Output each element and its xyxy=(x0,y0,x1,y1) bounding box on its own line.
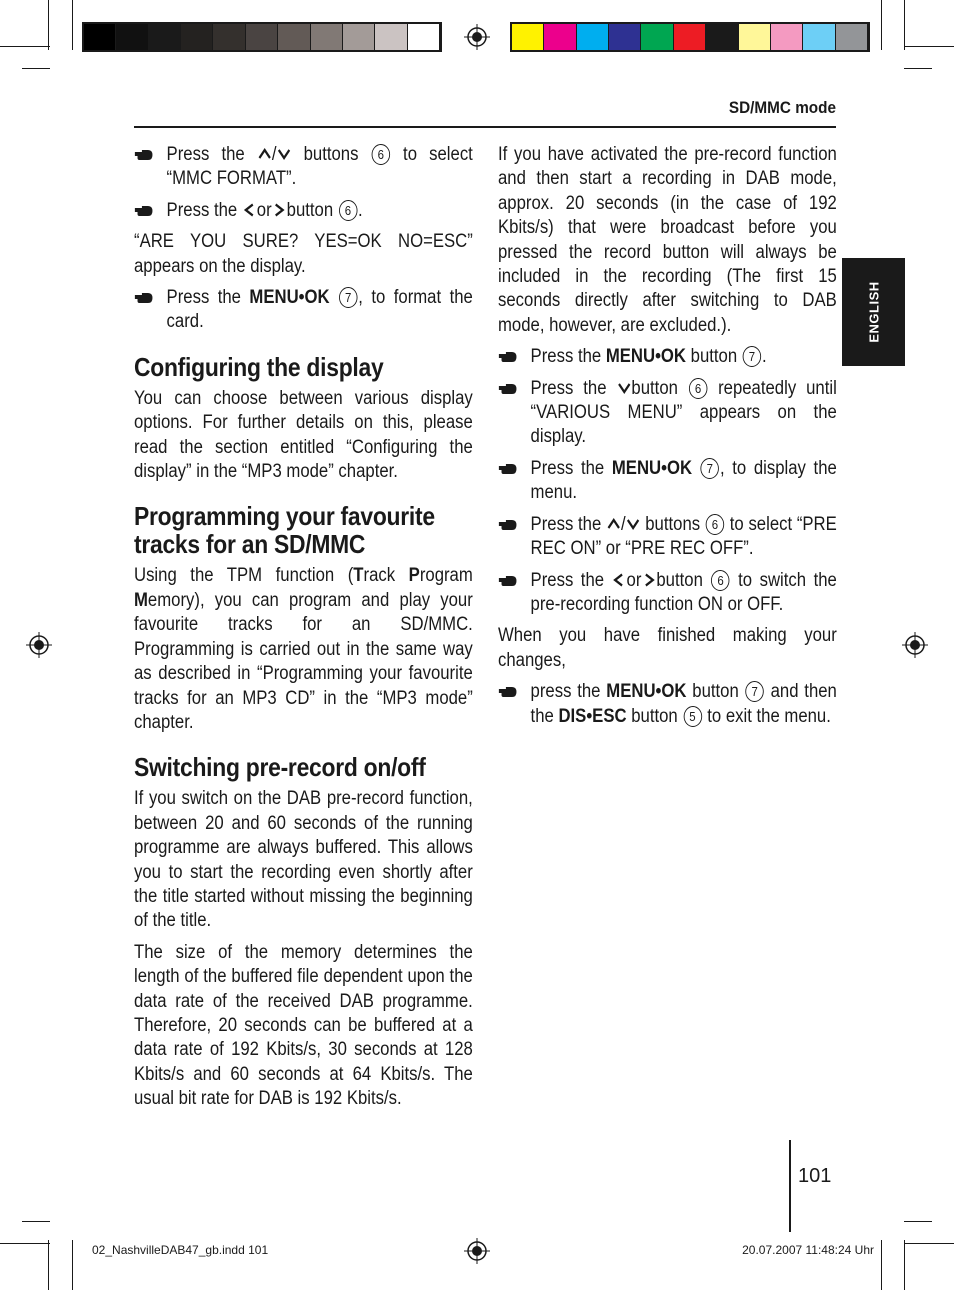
paragraph: Using the TPM function (Track Program Memory), you can program and play your favourite tracks for an SD/MMC. Programming is carried out in the same way as described in “Programming your favourite tracks for an MP3 CD” in the “MP3 mode” chapter. xyxy=(134,565,473,733)
color-swatch xyxy=(84,24,116,50)
language-tab xyxy=(842,258,905,366)
crop-mark xyxy=(72,0,73,50)
right-column xyxy=(498,143,837,736)
paragraph: If you have activated the pre-record function and then start a recording in DAB mode, approx. 20 seconds (in the case of 192 Kbits/s) that were broadcast before you pressed the record button will always be included in the recording (The first 15 seconds directly after switching to DAB mode, however, are excluded.). xyxy=(498,144,837,336)
paragraph: If you switch on the DAB pre-record function, between 20 and 60 seconds of the running programme are always buffered. This allows you to start the recording even shortly after the title started without missing the beginning of the title. xyxy=(134,788,473,932)
section-heading: Switching pre-record on/off xyxy=(134,752,426,783)
pointing-hand-icon xyxy=(498,351,517,363)
pointing-hand-icon xyxy=(498,519,517,531)
color-swatch xyxy=(771,24,803,50)
crop-mark xyxy=(904,46,954,47)
crop-mark xyxy=(48,0,49,50)
paragraph: You can choose between various display options. For further details on this, please read the section entitled “Configuring the display” in the “MP3 mode” chapter. xyxy=(134,387,473,483)
pointing-hand-icon xyxy=(498,383,517,395)
color-swatch xyxy=(343,24,375,50)
instruction-step: Press the / buttons 6 to select “MMC FORMAT”. xyxy=(134,143,473,192)
registration-mark-icon xyxy=(26,632,52,658)
color-swatch xyxy=(408,24,440,50)
arrow-up-icon xyxy=(607,517,620,531)
crop-mark xyxy=(0,46,50,47)
arrow-left-icon xyxy=(612,573,625,587)
crop-mark xyxy=(48,1240,49,1290)
color-swatch xyxy=(246,24,278,50)
crop-mark xyxy=(881,1240,882,1290)
button-number-badge: 6 xyxy=(372,144,390,165)
pointing-hand-icon xyxy=(134,292,153,304)
color-swatch xyxy=(213,24,245,50)
crop-mark xyxy=(22,1221,50,1222)
section-heading: Programming your favourite tracks for an SD/MMC xyxy=(134,501,435,560)
button-number-badge: 7 xyxy=(701,458,719,479)
registration-mark-icon xyxy=(902,632,928,658)
registration-mark-icon xyxy=(464,24,490,50)
color-swatch xyxy=(641,24,673,50)
crop-mark xyxy=(904,1240,905,1290)
page-number: 101 xyxy=(798,1165,832,1187)
instruction-step: Press the or button 6 . xyxy=(134,199,473,223)
arrow-left-icon xyxy=(243,203,256,217)
instruction-step: Press the MENU•OK 7 , to format the card. xyxy=(134,286,473,335)
color-swatch xyxy=(512,24,544,50)
color-swatch xyxy=(149,24,181,50)
color-swatch xyxy=(706,24,738,50)
language-tab-label: ENGLISH xyxy=(866,281,881,343)
grayscale-calibration-bar xyxy=(82,22,442,52)
crop-mark xyxy=(904,0,905,50)
color-swatch xyxy=(181,24,213,50)
page-number-rule xyxy=(789,1140,791,1232)
arrow-right-icon xyxy=(273,203,286,217)
arrow-right-icon xyxy=(642,573,655,587)
arrow-up-icon xyxy=(258,147,271,161)
instruction-step: press the MENU•OK button 7 and then the DIS•ESC button 5 to exit the menu. xyxy=(498,680,837,729)
button-number-badge: 6 xyxy=(706,514,724,535)
button-number-badge: 7 xyxy=(339,287,357,308)
button-number-badge: 7 xyxy=(743,346,761,367)
color-swatch xyxy=(803,24,835,50)
pointing-hand-icon xyxy=(498,575,517,587)
pointing-hand-icon xyxy=(134,205,153,217)
registration-mark-icon xyxy=(464,1238,490,1264)
color-swatch xyxy=(544,24,576,50)
left-column xyxy=(134,143,473,1119)
color-swatch xyxy=(311,24,343,50)
header-rule xyxy=(134,126,836,128)
color-swatch xyxy=(836,24,868,50)
color-swatch xyxy=(739,24,771,50)
arrow-down-icon xyxy=(277,147,290,161)
crop-mark xyxy=(881,0,882,50)
crop-mark xyxy=(72,1240,73,1290)
pointing-hand-icon xyxy=(134,149,153,161)
section-heading: Configuring the display xyxy=(134,351,384,382)
footer-filename: 02_NashvilleDAB47_gb.indd 101 xyxy=(92,1243,269,1257)
pointing-hand-icon xyxy=(498,463,517,475)
color-swatch xyxy=(577,24,609,50)
instruction-step: Press the / buttons 6 to select “PRE REC ON” or “PRE REC OFF”. xyxy=(498,513,837,562)
color-swatch xyxy=(116,24,148,50)
arrow-down-icon xyxy=(617,381,630,395)
instruction-step: Press the button 6 repeatedly until “VARIOUS MENU” appears on the display. xyxy=(498,377,837,450)
button-number-badge: 7 xyxy=(745,681,763,702)
section-header: SD/MMC mode xyxy=(728,98,836,117)
display-message: “ARE YOU SURE? YES=OK NO=ESC” appears on the display. xyxy=(134,231,473,277)
crop-mark xyxy=(0,1243,50,1244)
pointing-hand-icon xyxy=(498,686,517,698)
instruction-step: Press the MENU•OK button 7 . xyxy=(498,345,837,369)
paragraph: When you have finished making your changes, xyxy=(498,625,837,671)
crop-mark xyxy=(904,68,932,69)
footer-timestamp: 20.07.2007 11:48:24 Uhr xyxy=(742,1243,874,1257)
button-number-badge: 6 xyxy=(711,570,729,591)
color-swatch xyxy=(278,24,310,50)
button-number-badge: 5 xyxy=(683,706,701,727)
color-calibration-bar xyxy=(510,22,870,52)
color-swatch xyxy=(375,24,407,50)
instruction-step: Press the or button 6 to switch the pre-recording function ON or OFF. xyxy=(498,569,837,618)
color-swatch xyxy=(609,24,641,50)
crop-mark xyxy=(904,1243,954,1244)
button-number-badge: 6 xyxy=(689,378,707,399)
color-swatch xyxy=(674,24,706,50)
crop-mark xyxy=(904,1221,932,1222)
paragraph: The size of the memory determines the length of the buffered file dependent upon the data rate of the received DAB programme. Therefore, 20 seconds can be buffered at a data rate of 192 Kbits/s, 30 seconds at 128 Kbits/s and 60 seconds at 64 Kbits/s. The usual bit rate for DAB is 192 Kbits/s. xyxy=(134,941,473,1110)
button-number-badge: 6 xyxy=(339,200,357,221)
arrow-down-icon xyxy=(626,517,639,531)
crop-mark xyxy=(22,68,50,69)
instruction-step: Press the MENU•OK 7 , to display the menu. xyxy=(498,457,837,506)
